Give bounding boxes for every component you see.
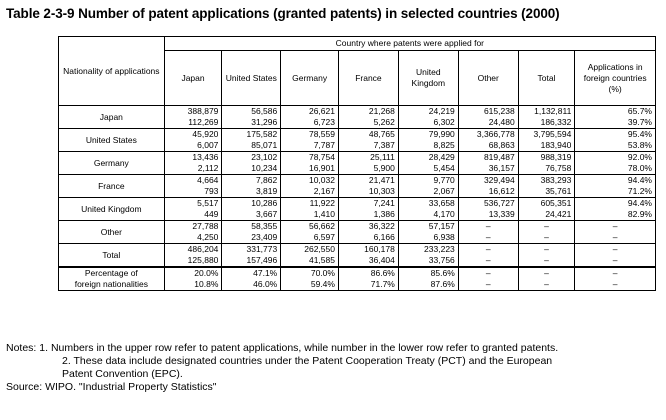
table-cell: 92.0%	[575, 152, 656, 164]
table-cell: 11,922	[281, 198, 339, 210]
table-cell: 112,269	[164, 117, 222, 129]
column-header: Germany	[281, 51, 339, 106]
table-cell: 10,032	[281, 175, 339, 187]
table-cell: –	[458, 255, 518, 267]
table-cell: 7,787	[281, 140, 339, 152]
table-cell: 7,387	[338, 140, 398, 152]
table-cell: 33,756	[398, 255, 458, 267]
table-cell: 4,250	[164, 232, 222, 244]
table-cell: 3,819	[222, 186, 281, 198]
table-cell: 388,879	[164, 106, 222, 118]
table-cell: 536,727	[458, 198, 518, 210]
note-2-continued: Patent Convention (EPC).	[62, 368, 183, 380]
table-cell: 125,880	[164, 255, 222, 267]
table-cell: 24,219	[398, 106, 458, 118]
table-row	[59, 175, 656, 187]
table-row	[59, 129, 656, 141]
table-cell: 331,773	[222, 244, 281, 256]
table-cell: 6,938	[398, 232, 458, 244]
table-cell: 86.6%	[338, 267, 398, 279]
table-cell: 383,293	[518, 175, 575, 187]
table-cell: 78,754	[281, 152, 339, 164]
table-cell: 5,900	[338, 163, 398, 175]
table-cell: 10,303	[338, 186, 398, 198]
table-cell: 45,920	[164, 129, 222, 141]
column-header: United Kingdom	[398, 51, 458, 106]
table-cell: 5,454	[398, 163, 458, 175]
row-label: Other	[59, 221, 165, 244]
column-header: France	[338, 51, 398, 106]
table-cell: 6,723	[281, 117, 339, 129]
note-2: 2. These data include designated countries under the Patent Cooperation Treaty (PCT) and the European	[62, 355, 553, 367]
corner-header: Nationality of applications	[59, 37, 165, 106]
table-cell: 8,825	[398, 140, 458, 152]
table-cell: 6,007	[164, 140, 222, 152]
table-row	[59, 106, 656, 118]
table-row	[59, 221, 656, 233]
table-cell: 85,071	[222, 140, 281, 152]
table-cell: 160,178	[338, 244, 398, 256]
table-cell: 16,901	[281, 163, 339, 175]
table-cell: 24,421	[518, 209, 575, 221]
table-cell: 3,667	[222, 209, 281, 221]
table-cell: 85.6%	[398, 267, 458, 279]
table-row	[59, 267, 656, 279]
table-cell: 988,319	[518, 152, 575, 164]
table-cell: 39.7%	[575, 117, 656, 129]
table-cell: 157,496	[222, 255, 281, 267]
table-cell: –	[518, 267, 575, 279]
table-cell: 57,157	[398, 221, 458, 233]
notes	[6, 342, 660, 394]
table-cell: 95.4%	[575, 129, 656, 141]
table-cell: 71.2%	[575, 186, 656, 198]
table-row	[59, 198, 656, 210]
column-header: Other	[458, 51, 518, 106]
table-row	[59, 244, 656, 256]
table-cell: –	[458, 279, 518, 291]
table-cell: –	[458, 232, 518, 244]
table-cell: 36,157	[458, 163, 518, 175]
table-cell: 24,480	[458, 117, 518, 129]
table-cell: –	[575, 244, 656, 256]
row-label: foreign nationalities	[59, 279, 165, 291]
table-cell: –	[518, 221, 575, 233]
table-cell: –	[575, 267, 656, 279]
table-cell: 78.0%	[575, 163, 656, 175]
table-cell: 65.7%	[575, 106, 656, 118]
group-header: Country where patents were applied for	[164, 37, 655, 51]
table-cell: 10,234	[222, 163, 281, 175]
table-cell: 3,795,594	[518, 129, 575, 141]
source-note: Source: WIPO. "Industrial Property Statistics"	[6, 381, 217, 393]
column-header: Applications in foreign countries (%)	[575, 51, 656, 106]
table-cell: 76,758	[518, 163, 575, 175]
column-header: Total	[518, 51, 575, 106]
table-cell: 31,296	[222, 117, 281, 129]
table-cell: 48,765	[338, 129, 398, 141]
table-cell: 2,067	[398, 186, 458, 198]
table-cell: –	[458, 267, 518, 279]
table-cell: 21,471	[338, 175, 398, 187]
table-cell: 56,662	[281, 221, 339, 233]
table-cell: 13,436	[164, 152, 222, 164]
table-cell: –	[458, 244, 518, 256]
column-header: United States	[222, 51, 281, 106]
row-label: France	[59, 175, 165, 198]
table-cell: 94.4%	[575, 198, 656, 210]
table-cell: 36,322	[338, 221, 398, 233]
table-cell: –	[518, 244, 575, 256]
table-cell: 3,366,778	[458, 129, 518, 141]
table-cell: 2,167	[281, 186, 339, 198]
column-header: Japan	[164, 51, 222, 106]
table-cell: 16,612	[458, 186, 518, 198]
table-cell: 1,132,811	[518, 106, 575, 118]
table-cell: 59.4%	[281, 279, 339, 291]
table-cell: 486,204	[164, 244, 222, 256]
table-cell: –	[458, 221, 518, 233]
table-cell: 41,585	[281, 255, 339, 267]
table-cell: 21,268	[338, 106, 398, 118]
table-cell: 71.7%	[338, 279, 398, 291]
table-cell: 6,166	[338, 232, 398, 244]
table-cell: 262,550	[281, 244, 339, 256]
table-cell: 10.8%	[164, 279, 222, 291]
table-cell: 53.8%	[575, 140, 656, 152]
table-cell: –	[575, 221, 656, 233]
table-cell: –	[575, 232, 656, 244]
table-cell: 186,332	[518, 117, 575, 129]
table-cell: 10,286	[222, 198, 281, 210]
table-cell: 1,410	[281, 209, 339, 221]
table-cell: 23,409	[222, 232, 281, 244]
table-cell: 175,582	[222, 129, 281, 141]
table-cell: 25,111	[338, 152, 398, 164]
table-cell: 7,862	[222, 175, 281, 187]
table-cell: 79,990	[398, 129, 458, 141]
table-cell: –	[575, 279, 656, 291]
table-cell: 329,494	[458, 175, 518, 187]
table-cell: 4,170	[398, 209, 458, 221]
table-cell: 605,351	[518, 198, 575, 210]
table-cell: 70.0%	[281, 267, 339, 279]
row-label: Total	[59, 244, 165, 268]
table-cell: 615,238	[458, 106, 518, 118]
row-label: United States	[59, 129, 165, 152]
row-label: Percentage of	[59, 267, 165, 279]
table-cell: 36,404	[338, 255, 398, 267]
table-cell: 28,429	[398, 152, 458, 164]
patent-table	[58, 36, 656, 291]
table-cell: 819,487	[458, 152, 518, 164]
table-title: Table 2-3-9 Number of patent applications (granted patents) in selected countries (2000)	[6, 6, 560, 21]
table-cell: 2,112	[164, 163, 222, 175]
table-cell: 5,517	[164, 198, 222, 210]
row-label: United Kingdom	[59, 198, 165, 221]
table-cell: 23,102	[222, 152, 281, 164]
table-row	[59, 279, 656, 291]
row-label: Germany	[59, 152, 165, 175]
table-cell: 183,940	[518, 140, 575, 152]
table-cell: –	[518, 279, 575, 291]
table-cell: –	[518, 232, 575, 244]
table-cell: 9,770	[398, 175, 458, 187]
table-cell: 793	[164, 186, 222, 198]
table-cell: 20.0%	[164, 267, 222, 279]
table-cell: 56,586	[222, 106, 281, 118]
table-cell: 7,241	[338, 198, 398, 210]
table-cell: 4,664	[164, 175, 222, 187]
table-cell: 6,597	[281, 232, 339, 244]
table-cell: 1,386	[338, 209, 398, 221]
table-cell: 82.9%	[575, 209, 656, 221]
table-cell: 449	[164, 209, 222, 221]
table-cell: –	[518, 255, 575, 267]
table-cell: 26,621	[281, 106, 339, 118]
table-cell: 68,863	[458, 140, 518, 152]
row-label: Japan	[59, 106, 165, 129]
table-cell: –	[575, 255, 656, 267]
table-cell: 33,658	[398, 198, 458, 210]
table-cell: 47.1%	[222, 267, 281, 279]
table-cell: 6,302	[398, 117, 458, 129]
table-row	[59, 152, 656, 164]
table-cell: 46.0%	[222, 279, 281, 291]
table-cell: 233,223	[398, 244, 458, 256]
table-cell: 87.6%	[398, 279, 458, 291]
table-cell: 5,262	[338, 117, 398, 129]
table-cell: 27,788	[164, 221, 222, 233]
table-cell: 13,339	[458, 209, 518, 221]
table-cell: 35,761	[518, 186, 575, 198]
note-1: Notes: 1. Numbers in the upper row refer to patent applications, while number in the lower row refer to granted patents.	[6, 342, 559, 354]
table-cell: 78,559	[281, 129, 339, 141]
table-cell: 94.4%	[575, 175, 656, 187]
table-cell: 58,355	[222, 221, 281, 233]
